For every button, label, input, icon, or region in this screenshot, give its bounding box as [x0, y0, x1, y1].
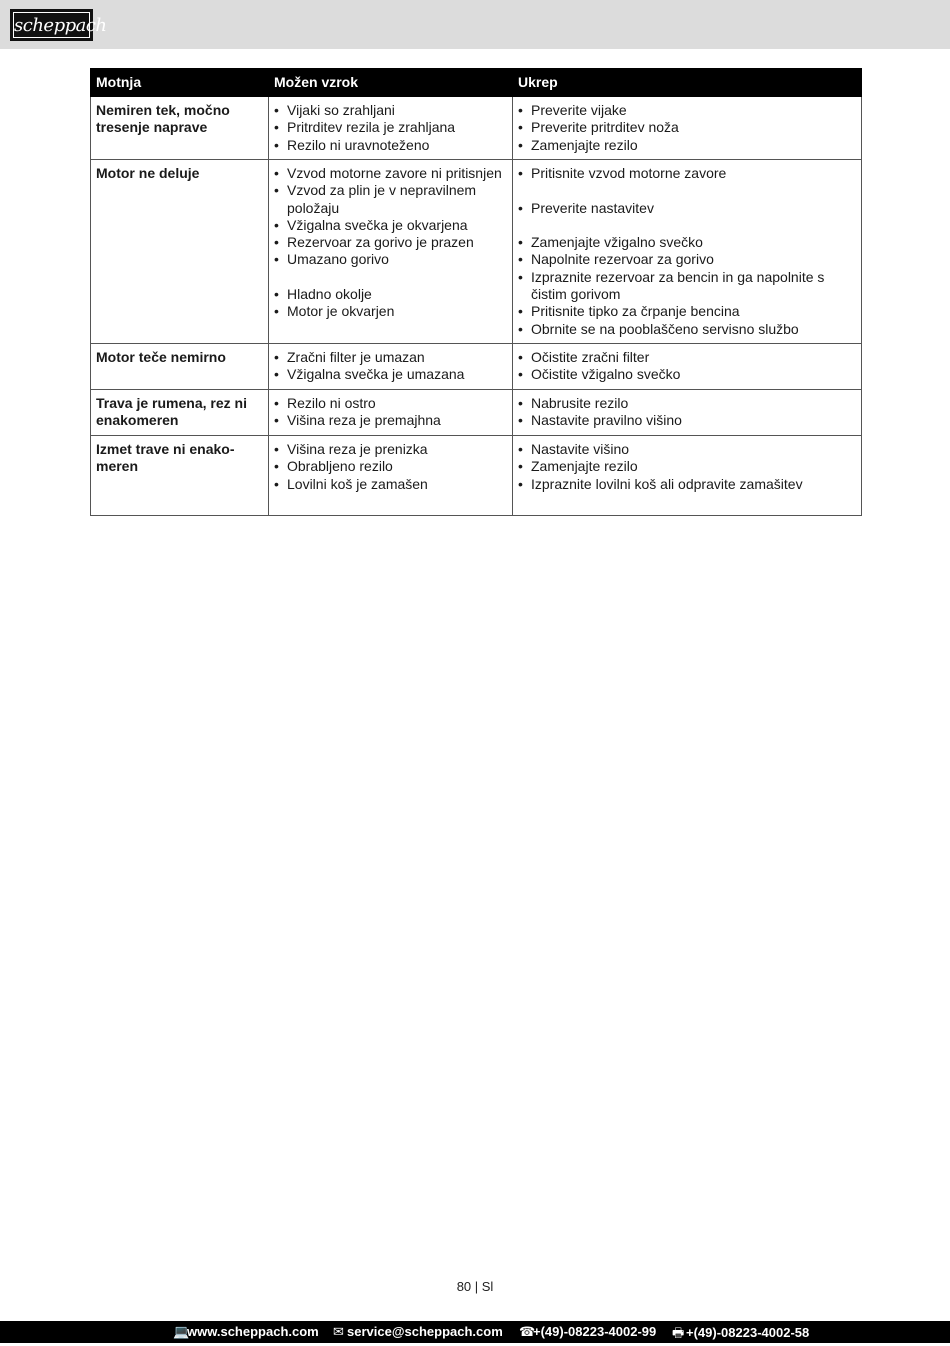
- list-item: • Izpraznite lovilni koš ali odpravite zamašitev: [518, 476, 856, 493]
- list-item: • Lovilni koš je zamašen: [274, 476, 507, 493]
- cause-list: [274, 102, 507, 154]
- table-row: [91, 436, 862, 516]
- list-item: • Obrabljeno rezilo: [274, 458, 507, 475]
- remedy-cell: [513, 160, 862, 344]
- table-row: [91, 390, 862, 436]
- cause-cell: [269, 436, 513, 516]
- footer-website[interactable]: [173, 1324, 319, 1340]
- contact-footer: [0, 1321, 950, 1343]
- column-header-remedy: Ukrep: [513, 69, 862, 97]
- fault-cell: Trava je rumena, rez ni enakomeren: [91, 390, 269, 436]
- list-item: • Očistite zračni filter: [518, 349, 856, 366]
- list-item: [518, 182, 856, 199]
- cause-list: [274, 349, 507, 384]
- cause-cell: [269, 97, 513, 160]
- remedy-cell: [513, 97, 862, 160]
- remedy-list: [518, 395, 856, 430]
- list-item: • Preverite vijake: [518, 102, 856, 119]
- footer-phone-text: +(49)-08223-4002-99: [533, 1324, 657, 1339]
- list-item: • Rezervoar za gorivo je prazen: [274, 234, 507, 251]
- list-item: • Zračni filter je umazan: [274, 349, 507, 366]
- list-item: • Višina reza je premajhna: [274, 412, 507, 429]
- phone-icon: ☎: [519, 1324, 536, 1339]
- list-item: [518, 217, 856, 234]
- list-item: • Hladno okolje: [274, 286, 507, 303]
- footer-email[interactable]: [333, 1324, 503, 1340]
- list-item: • Višina reza je prenizka: [274, 441, 507, 458]
- fault-cell: Motor ne deluje: [91, 160, 269, 344]
- remedy-cell: [513, 390, 862, 436]
- list-item: • Vzvod motorne zavore ni pritisnjen: [274, 165, 507, 182]
- remedy-list: [518, 165, 856, 338]
- mail-icon: ✉: [333, 1324, 344, 1339]
- remedy-list: [518, 102, 856, 154]
- list-item: • Preverite nastavitev: [518, 200, 856, 217]
- list-item: • Očistite vžigalno svečko: [518, 366, 856, 383]
- column-header-fault: Motnja: [91, 69, 269, 97]
- table-body: [91, 97, 862, 516]
- cause-cell: [269, 160, 513, 344]
- footer-email-text: service@scheppach.com: [347, 1324, 503, 1339]
- list-item: • Rezilo ni ostro: [274, 395, 507, 412]
- cause-cell: [269, 390, 513, 436]
- table-row: [91, 160, 862, 344]
- table-row: [91, 97, 862, 160]
- footer-fax-text: +(49)-08223-4002-58: [686, 1325, 810, 1340]
- list-item: • Zamenjajte rezilo: [518, 137, 856, 154]
- column-header-cause: Možen vzrok: [269, 69, 513, 97]
- computer-icon: 💻: [173, 1324, 190, 1339]
- table-header-row: [91, 69, 862, 97]
- remedy-cell: [513, 436, 862, 516]
- cause-list: [274, 395, 507, 430]
- brand-logo-text: scheppach: [13, 12, 90, 38]
- fault-cell: Motor teče nemirno: [91, 344, 269, 390]
- page-number: 80 | Sl: [456, 1279, 494, 1294]
- list-item: • Obrnite se na pooblaščeno servisno službo: [518, 321, 856, 338]
- list-item: • Umazano gorivo: [274, 251, 507, 268]
- remedy-cell: [513, 344, 862, 390]
- fault-cell: Izmet trave ni enakomeren: [91, 436, 269, 516]
- list-item: • Nabrusite rezilo: [518, 395, 856, 412]
- list-item: • Nastavite pravilno višino: [518, 412, 856, 429]
- list-item: • Zamenjajte rezilo: [518, 458, 856, 475]
- remedy-list: [518, 349, 856, 384]
- list-item: • Vžigalna svečka je umazana: [274, 366, 507, 383]
- list-item: • Nastavite višino: [518, 441, 856, 458]
- list-item: • Pritisnite vzvod motorne zavore: [518, 165, 856, 182]
- list-item: • Zamenjajte vžigalno svečko: [518, 234, 856, 251]
- fault-cell: Nemiren tek, močno tresenje naprave: [91, 97, 269, 160]
- list-item: • Rezilo ni uravnoteženo: [274, 137, 507, 154]
- fax-icon: 🖶: [672, 1325, 685, 1340]
- list-item: • Motor je okvarjen: [274, 303, 507, 320]
- list-item: • Vijaki so zrahljani: [274, 102, 507, 119]
- list-item: • Pritisnite tipko za črpanje bencina: [518, 303, 856, 320]
- list-item: • Vžigalna svečka je okvarjena: [274, 217, 507, 234]
- remedy-list: [518, 441, 856, 493]
- cause-cell: [269, 344, 513, 390]
- brand-logo: [10, 9, 107, 41]
- list-item: [274, 269, 507, 286]
- cause-list: [274, 165, 507, 321]
- header-bar: [0, 0, 950, 49]
- list-item: • Izpraznite rezervoar za bencin in ga napolnite s čistim gorivom: [518, 269, 856, 304]
- list-item: • Pritrditev rezila je zrahljana: [274, 119, 507, 136]
- list-item: • Vzvod za plin je v nepravilnem položaju: [274, 182, 507, 217]
- list-item: • Preverite pritrditev noža: [518, 119, 856, 136]
- table-row: [91, 344, 862, 390]
- footer-website-text: www.scheppach.com: [187, 1324, 319, 1339]
- list-item: • Napolnite rezervoar za gorivo: [518, 251, 856, 268]
- troubleshooting-table: [90, 68, 862, 516]
- cause-list: [274, 441, 507, 493]
- footer-phone[interactable]: [519, 1324, 656, 1340]
